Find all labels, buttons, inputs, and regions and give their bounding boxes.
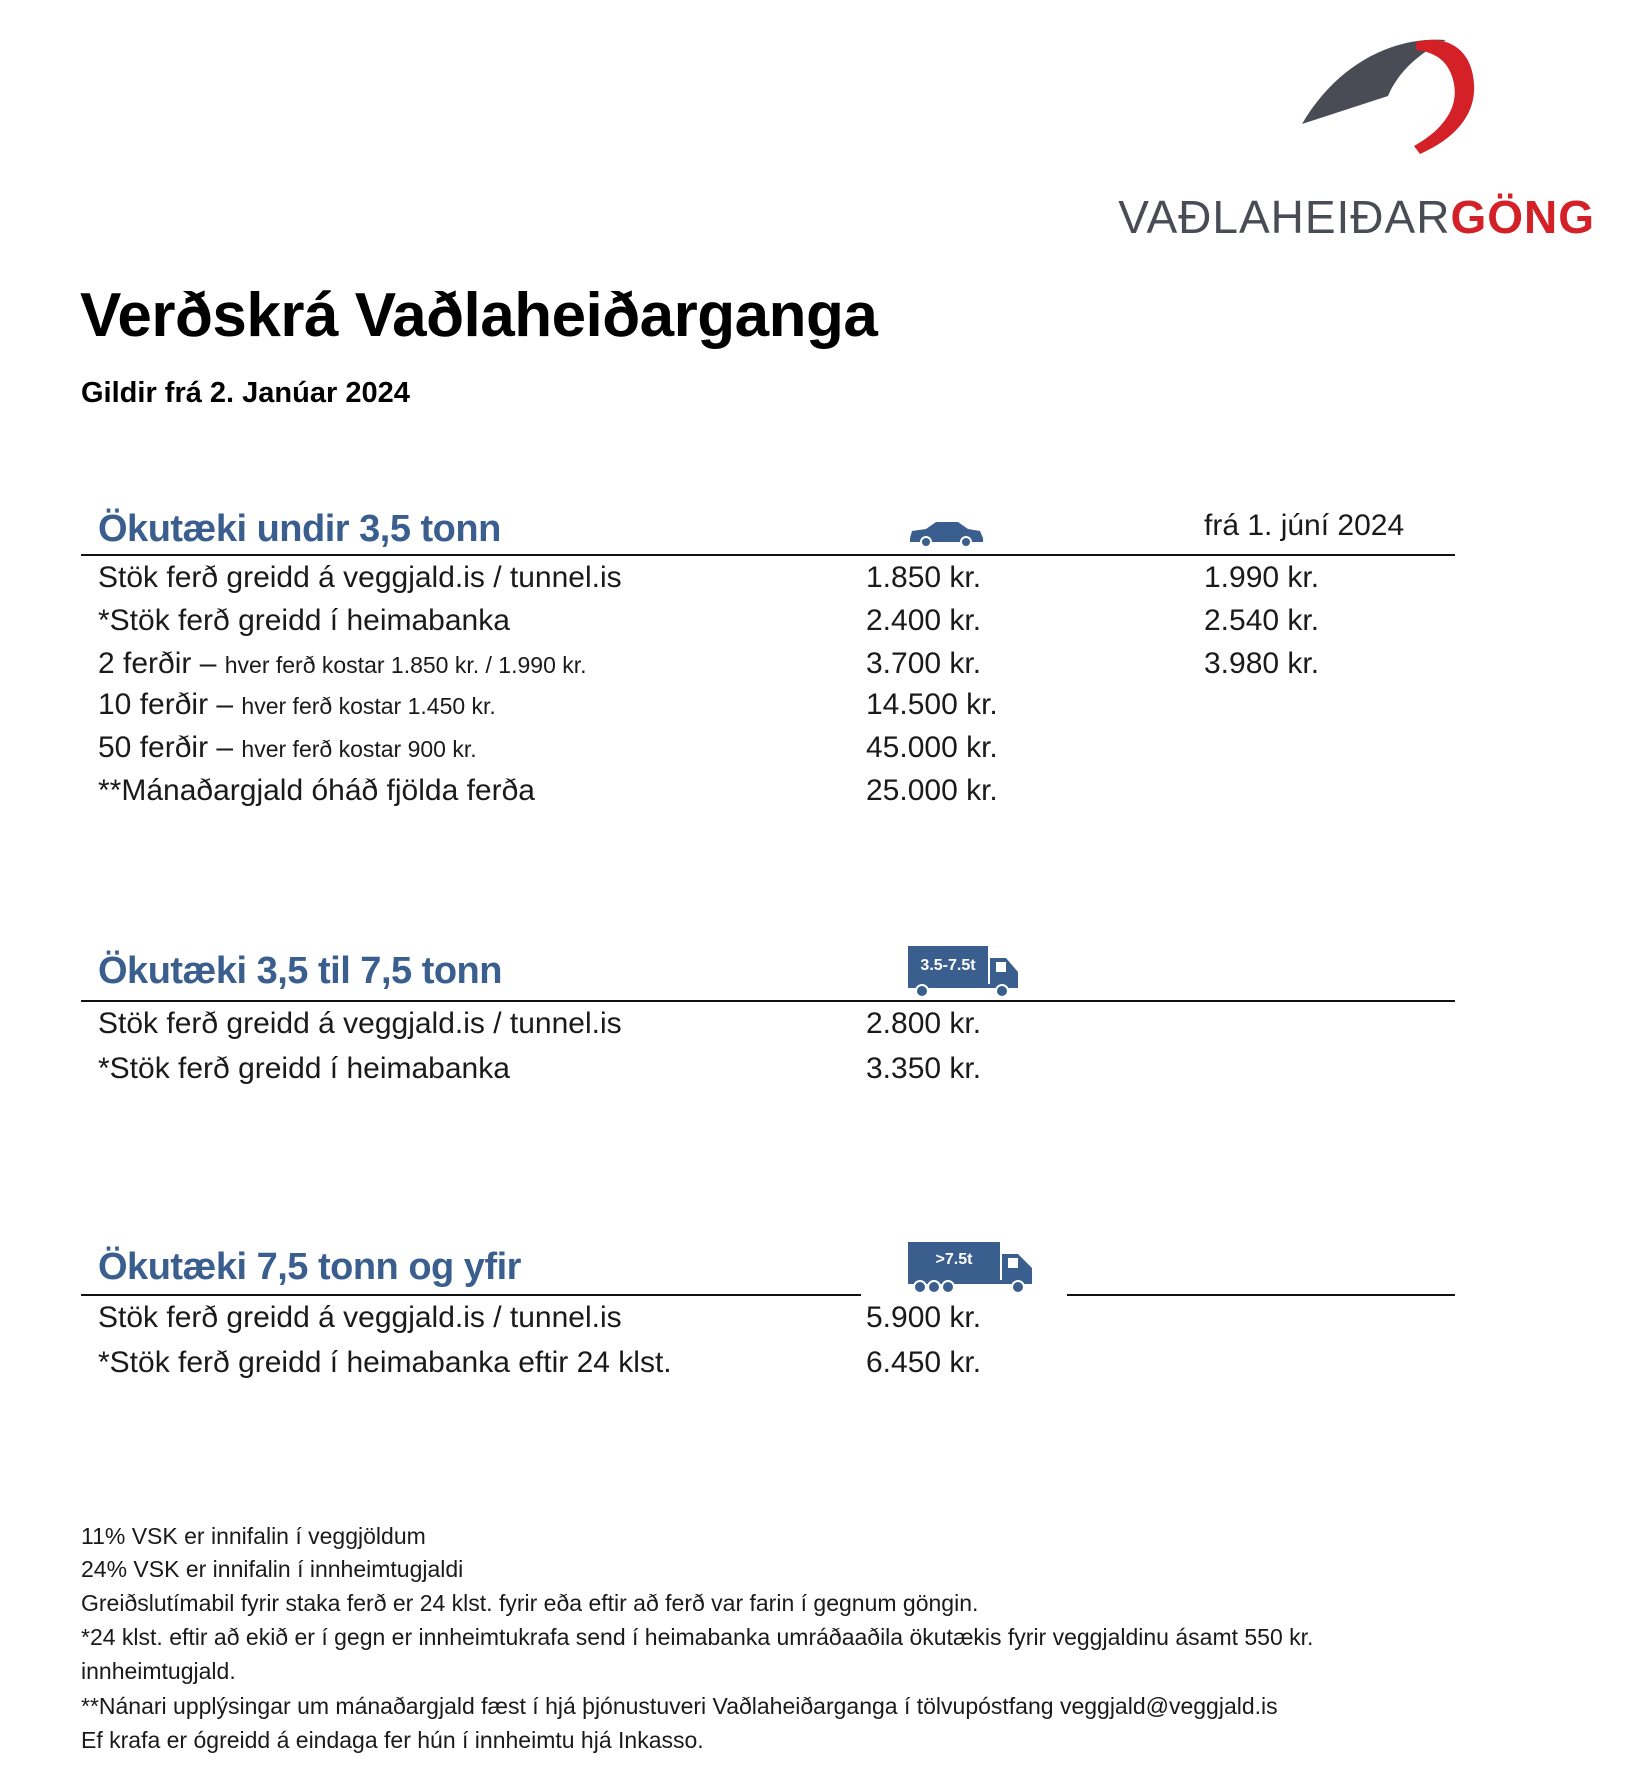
row-price-new: 1.990 kr. <box>1204 561 1320 594</box>
row-price: 1.850 kr. <box>866 561 982 594</box>
divider <box>81 1000 1455 1002</box>
row-label: **Mánaðargjald óháð fjölda ferða <box>98 774 535 807</box>
row-label: Stök ferð greidd á veggjald.is / tunnel.is <box>98 561 622 594</box>
column-header-new-price: frá 1. júní 2024 <box>1204 509 1405 542</box>
footnote: Ef krafa er ógreidd á eindaga fer hún í innheimtu hjá Inkasso. <box>81 1727 704 1753</box>
row-note: hver ferð kostar 1.450 kr. <box>241 693 496 719</box>
row-label: *Stök ferð greidd í heimabanka eftir 24 klst. <box>98 1346 672 1379</box>
price-row <box>0 731 1380 775</box>
price-row <box>0 561 1380 605</box>
price-row <box>0 604 1380 648</box>
row-note: hver ferð kostar 900 kr. <box>241 736 477 762</box>
brand-wordmark-part1: VAÐLAHEIÐAR <box>1118 191 1451 243</box>
row-price: 5.900 kr. <box>866 1301 982 1334</box>
car-icon <box>906 518 986 548</box>
row-price: 25.000 kr. <box>866 774 998 807</box>
row-price: 2.400 kr. <box>866 604 982 637</box>
footnote: 24% VSK er innifalin í innheimtugjaldi <box>81 1556 464 1582</box>
page-subtitle: Gildir frá 2. Janúar 2024 <box>81 377 410 409</box>
brand-wordmark-part2: GÖNG <box>1450 191 1595 243</box>
row-price: 45.000 kr. <box>866 731 998 764</box>
row-price-new: 3.980 kr. <box>1204 647 1320 680</box>
row-label: Stök ferð greidd á veggjald.is / tunnel.is <box>98 1007 622 1040</box>
brand-wordmark <box>1118 190 1595 244</box>
price-row <box>0 1346 1380 1390</box>
row-note: hver ferð kostar 1.850 kr. / 1.990 kr. <box>224 652 587 678</box>
large-truck-icon <box>906 1240 1036 1296</box>
footnote: 11% VSK er innifalin í veggjöldum <box>81 1523 426 1549</box>
truck-weight-label: >7.5t <box>935 1251 973 1268</box>
row-label: 10 ferðir – hver ferð kostar 1.450 kr. <box>98 688 496 721</box>
row-price: 3.700 kr. <box>866 647 982 680</box>
price-row <box>0 1301 1380 1345</box>
section-title: Ökutæki 3,5 til 7,5 tonn <box>98 950 502 992</box>
section-title: Ökutæki 7,5 tonn og yfir <box>98 1246 521 1288</box>
row-price: 6.450 kr. <box>866 1346 982 1379</box>
row-price: 14.500 kr. <box>866 688 998 721</box>
section-3-5-to-7-5t <box>0 942 1640 1102</box>
row-label: 2 ferðir – hver ferð kostar 1.850 kr. / 1.990 kr. <box>98 647 587 680</box>
price-row <box>0 647 1380 691</box>
footnote: **Nánari upplýsingar um mánaðargjald fæst í hjá þjónustuveri Vaðlaheiðarganga í tölvupóstfang veggjald@veggjald.is <box>81 1693 1278 1719</box>
section-title: Ökutæki undir 3,5 tonn <box>98 508 501 550</box>
section-under-3-5t <box>0 500 1640 820</box>
row-label: *Stök ferð greidd í heimabanka <box>98 604 510 637</box>
price-row <box>0 774 1380 818</box>
small-truck-icon <box>906 944 1022 1000</box>
price-row <box>0 1052 1380 1096</box>
footnote: Greiðslutímabil fyrir staka ferð er 24 klst. fyrir eða eftir að ferð var farin í gegnum göngin. <box>81 1590 979 1616</box>
price-row <box>0 1007 1380 1051</box>
row-label: 50 ferðir – hver ferð kostar 900 kr. <box>98 731 477 764</box>
row-price: 3.350 kr. <box>866 1052 982 1085</box>
divider-right <box>1067 1294 1455 1296</box>
footnote: innheimtugjald. <box>81 1658 236 1684</box>
row-label: *Stök ferð greidd í heimabanka <box>98 1052 510 1085</box>
price-row <box>0 688 1380 732</box>
row-price-new: 2.540 kr. <box>1204 604 1320 637</box>
page-title: Verðskrá Vaðlaheiðarganga <box>80 281 878 350</box>
footnote: *24 klst. eftir að ekið er í gegn er innheimtukrafa send í heimabanka umráðaaðila ökutækis fyrir veggjaldinu ásamt 550 kr. <box>81 1624 1314 1650</box>
truck-weight-label: 3.5-7.5t <box>920 957 976 974</box>
divider-left <box>81 1294 861 1296</box>
section-over-7-5t <box>0 1238 1640 1398</box>
tunnel-logo-icon <box>1296 36 1482 170</box>
row-label: Stök ferð greidd á veggjald.is / tunnel.is <box>98 1301 622 1334</box>
row-price: 2.800 kr. <box>866 1007 982 1040</box>
divider <box>81 554 1455 556</box>
